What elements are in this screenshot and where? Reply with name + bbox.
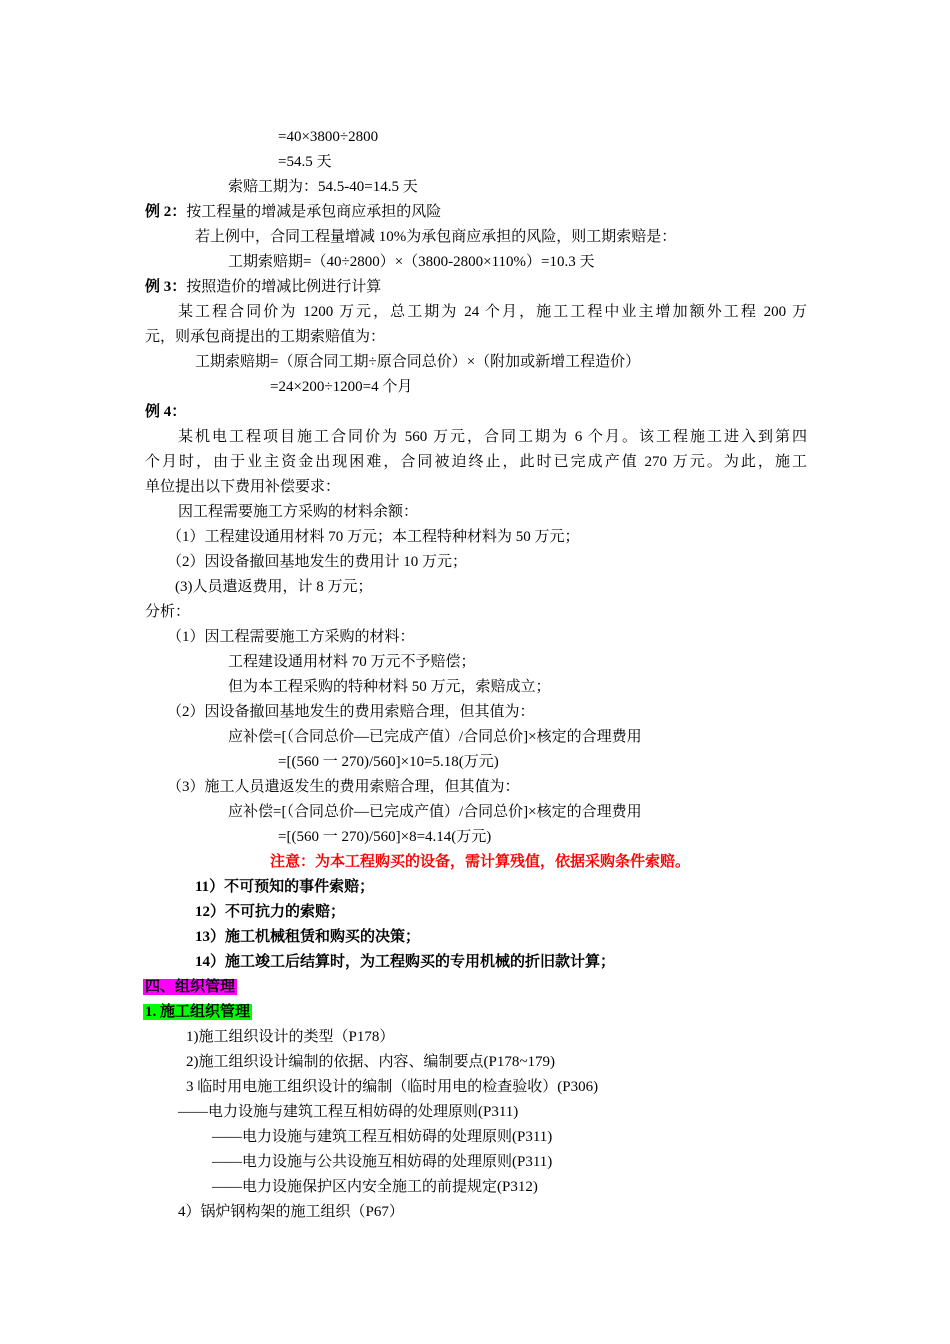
- paragraph-line: 个月时，由于业主资金出现困难，合同被迫终止，此时已完成产值 270 万元。为此，施工: [145, 454, 807, 470]
- example-heading: [145, 202, 441, 222]
- note-text: 注意：为本工程购买的设备，需计算残值，依据采购条件索赔。: [270, 854, 691, 870]
- paragraph-line: 单位提出以下费用补偿要求：: [145, 479, 341, 495]
- example-heading: [145, 402, 186, 422]
- list-item: （1）因工程需要施工方采购的材料：: [167, 629, 415, 645]
- outline-subitem: ——电力设施与建筑工程互相妨碍的处理原则(P311): [178, 1104, 519, 1120]
- example-heading: [145, 277, 381, 297]
- list-item: (3)人员遣返费用，计 8 万元；: [175, 579, 373, 595]
- section-heading: [143, 977, 237, 997]
- outline-item: 1)施工组织设计的类型（P178）: [186, 1029, 395, 1045]
- formula-line: 工期索赔期=（40÷2800）×（3800-2800×110%）=10.3 天: [228, 254, 595, 270]
- list-item: （2）因设备撤回基地发生的费用索赔合理，但其值为：: [167, 704, 535, 720]
- calc-line: =40×3800÷2800: [278, 129, 379, 145]
- list-item: （1）工程建设通用材料 70 万元；本工程特种材料为 50 万元；: [167, 529, 580, 545]
- topic-item: 11）不可预知的事件索赔；: [195, 879, 375, 895]
- formula-line: 应补偿=[（合同总价—已完成产值）/合同总价]×核定的合理费用: [228, 804, 642, 820]
- formula-line: =[(560 一 270)/560]×10=5.18(万元): [278, 754, 499, 770]
- paragraph-line: 若上例中，合同工程量增减 10%为承包商应承担的风险，则工期索赔是：: [195, 229, 677, 245]
- paragraph-line: 元，则承包商提出的工期索赔值为：: [145, 329, 386, 345]
- calc-result: 索赔工期为：54.5-40=14.5 天: [228, 179, 418, 195]
- formula-line: =24×200÷1200=4 个月: [270, 379, 413, 395]
- example-label: 例 3：: [145, 279, 187, 295]
- formula-line: =[(560 一 270)/560]×8=4.14(万元): [278, 829, 492, 845]
- subsection-heading-text: 1. 施工组织管理: [145, 1004, 251, 1020]
- paragraph-line: 某机电工程项目施工合同价为 560 万元，合同工期为 6 个月。该工程施工进入到第四: [178, 429, 807, 445]
- paragraph-line: 因工程需要施工方采购的材料余额：: [178, 504, 419, 520]
- outline-item: 4）锅炉钢构架的施工组织（P67）: [178, 1204, 404, 1220]
- section-heading-text: 四、组织管理: [145, 979, 236, 995]
- paragraph-line: 但为本工程采购的特种材料 50 万元，索赔成立；: [228, 679, 551, 695]
- outline-subitem: ——电力设施与公共设施互相妨碍的处理原则(P311): [212, 1154, 553, 1170]
- outline-item: 3 临时用电施工组织设计的编制（临时用电的检查验收）(P306): [186, 1079, 599, 1095]
- example-label: 例 4：: [145, 404, 187, 420]
- analysis-heading: 分析：: [145, 604, 191, 620]
- example-title: 按照造价的增减比例进行计算: [186, 279, 382, 295]
- paragraph-line: 某工程合同价为 1200 万元，总工期为 24 个月，施工工程中业主增加额外工程 200 万: [178, 304, 807, 320]
- formula-line: 应补偿=[（合同总价—已完成产值）/合同总价]×核定的合理费用: [228, 729, 642, 745]
- example-title: 按工程量的增减是承包商应承担的风险: [186, 204, 442, 220]
- outline-item: 2)施工组织设计编制的依据、内容、编制要点(P178~179): [186, 1054, 555, 1070]
- topic-item: 14）施工竣工后结算时，为工程购买的专用机械的折旧款计算；: [195, 954, 616, 970]
- outline-subitem: ——电力设施保护区内安全施工的前提规定(P312): [212, 1179, 538, 1195]
- paragraph-line: 工程建设通用材料 70 万元不予赔偿；: [228, 654, 476, 670]
- calc-line: =54.5 天: [278, 154, 332, 170]
- topic-item: 12）不可抗力的索赔；: [195, 904, 346, 920]
- list-item: （2）因设备撤回基地发生的费用计 10 万元；: [167, 554, 468, 570]
- topic-item: 13）施工机械租赁和购买的决策；: [195, 929, 421, 945]
- list-item: （3）施工人员遣返发生的费用索赔合理，但其值为：: [167, 779, 520, 795]
- example-label: 例 2：: [145, 204, 187, 220]
- outline-subitem: ——电力设施与建筑工程互相妨碍的处理原则(P311): [212, 1129, 553, 1145]
- formula-line: 工期索赔期=（原合同工期÷原合同总价）×（附加或新增工程造价）: [195, 354, 641, 370]
- subsection-heading: [143, 1002, 252, 1022]
